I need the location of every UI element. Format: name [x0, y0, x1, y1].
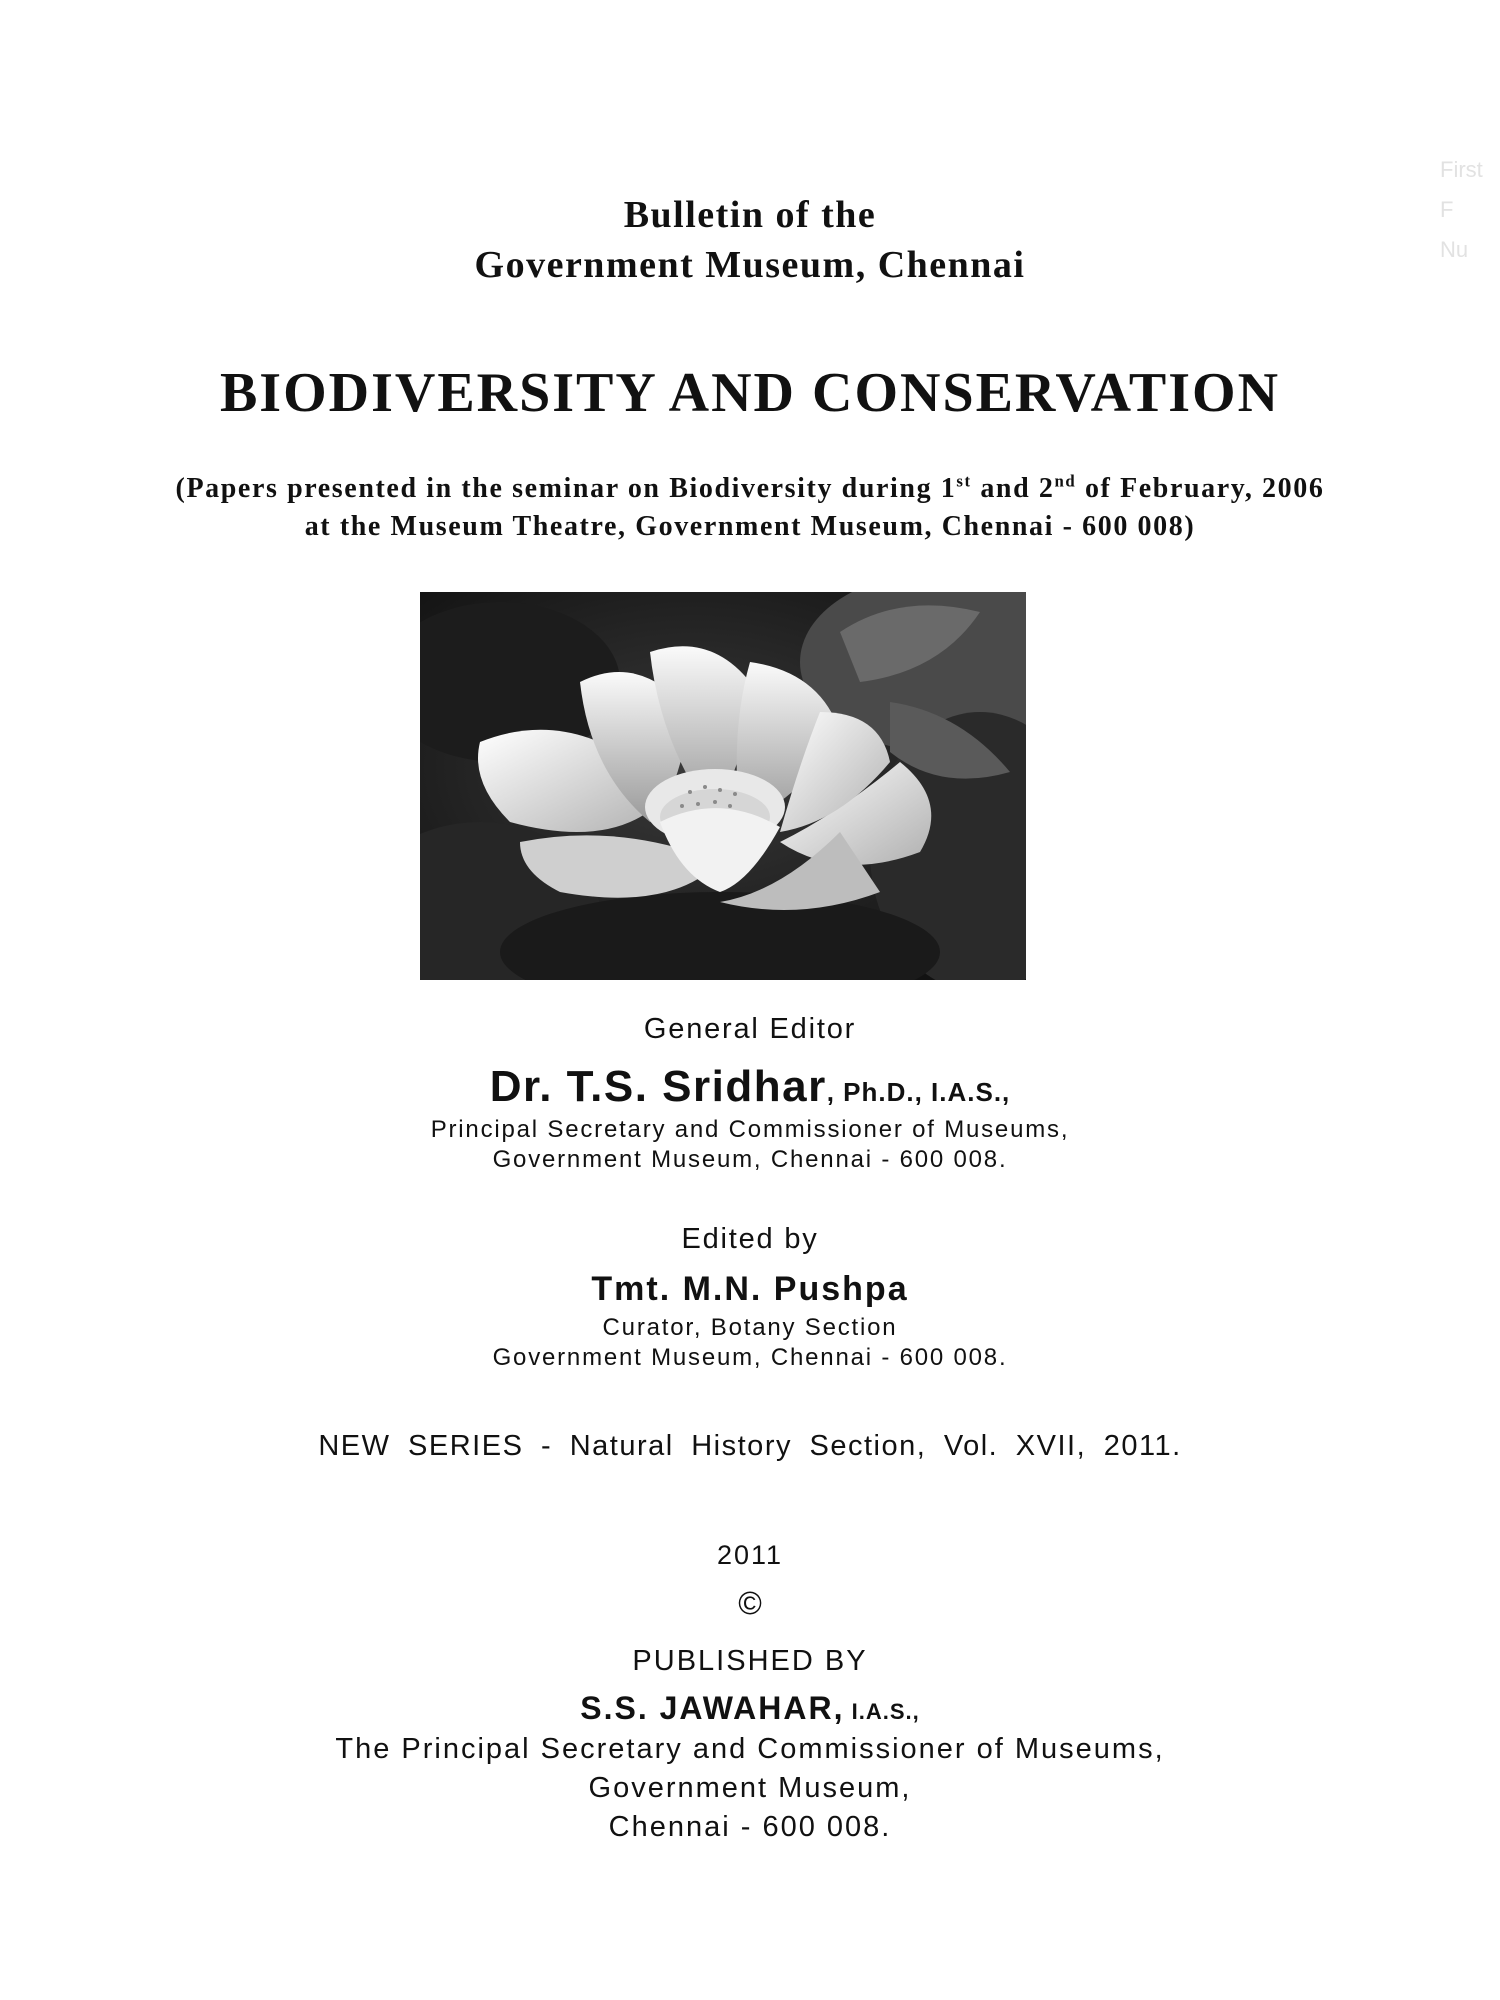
general-editor-label: General Editor [643, 1013, 857, 1045]
subtitle-line-1 [0, 470, 1500, 508]
general-editor-details [0, 1115, 1500, 1175]
copyright-icon: © [738, 1585, 762, 1621]
bulletin-line-1: Bulletin of the [623, 194, 877, 236]
subtitle-text-b: and 2 [971, 473, 1055, 504]
subtitle-text-c: of February, 2006 [1076, 473, 1325, 504]
editor-details [0, 1313, 1500, 1373]
publisher-qualifications: I.A.S., [844, 1699, 920, 1724]
editor-address: Government Museum, Chennai - 600 008. [492, 1344, 1008, 1371]
subtitle-text-a: (Papers presented in the seminar on Biodiversity during 1 [175, 473, 957, 504]
subtitle-sup-2: nd [1054, 471, 1077, 491]
publisher-address [0, 1730, 1500, 1847]
general-editor-address: Government Museum, Chennai - 600 008. [492, 1146, 1008, 1173]
editor-designation: Curator, Botany Section [602, 1314, 898, 1341]
page-title: BIODIVERSITY AND CONSERVATION [219, 362, 1281, 424]
publisher-line-3: Chennai - 600 008. [608, 1811, 892, 1843]
seminar-subtitle [0, 470, 1500, 546]
editor-name: Tmt. M.N. Pushpa [591, 1270, 909, 1308]
series-info: NEW SERIES - Natural History Section, Vol. XVII, 2011. [318, 1430, 1182, 1462]
subtitle-sup-1: st [956, 471, 972, 491]
publication-year: 2011 [716, 1540, 784, 1570]
subtitle-line-2: at the Museum Theatre, Government Museum, Chennai - 600 008) [304, 511, 1196, 542]
bulletin-line-2: Government Museum, Chennai [474, 244, 1026, 286]
general-editor-designation: Principal Secretary and Commissioner of Museums, [430, 1116, 1070, 1143]
bleed-line-1: First F [1440, 157, 1483, 222]
bleed-line-2: Nu [1440, 237, 1469, 262]
publisher-line-2: Government Museum, [588, 1772, 912, 1804]
general-editor-qualifications: , Ph.D., I.A.S., [826, 1077, 1011, 1107]
published-by-label: PUBLISHED BY [632, 1645, 868, 1677]
bulletin-header [0, 190, 1500, 290]
general-editor-name-text: Dr. T.S. Sridhar [489, 1062, 827, 1111]
lotus-illustration [420, 592, 1026, 980]
publisher-line-1: The Principal Secretary and Commissioner of Museums, [335, 1733, 1165, 1765]
publisher-name [0, 1690, 1500, 1727]
lotus-flower-photo [420, 592, 1026, 980]
publisher-name-text: S.S. JAWAHAR, [580, 1690, 845, 1726]
general-editor-name [0, 1062, 1500, 1112]
edited-by-label: Edited by [681, 1223, 819, 1255]
